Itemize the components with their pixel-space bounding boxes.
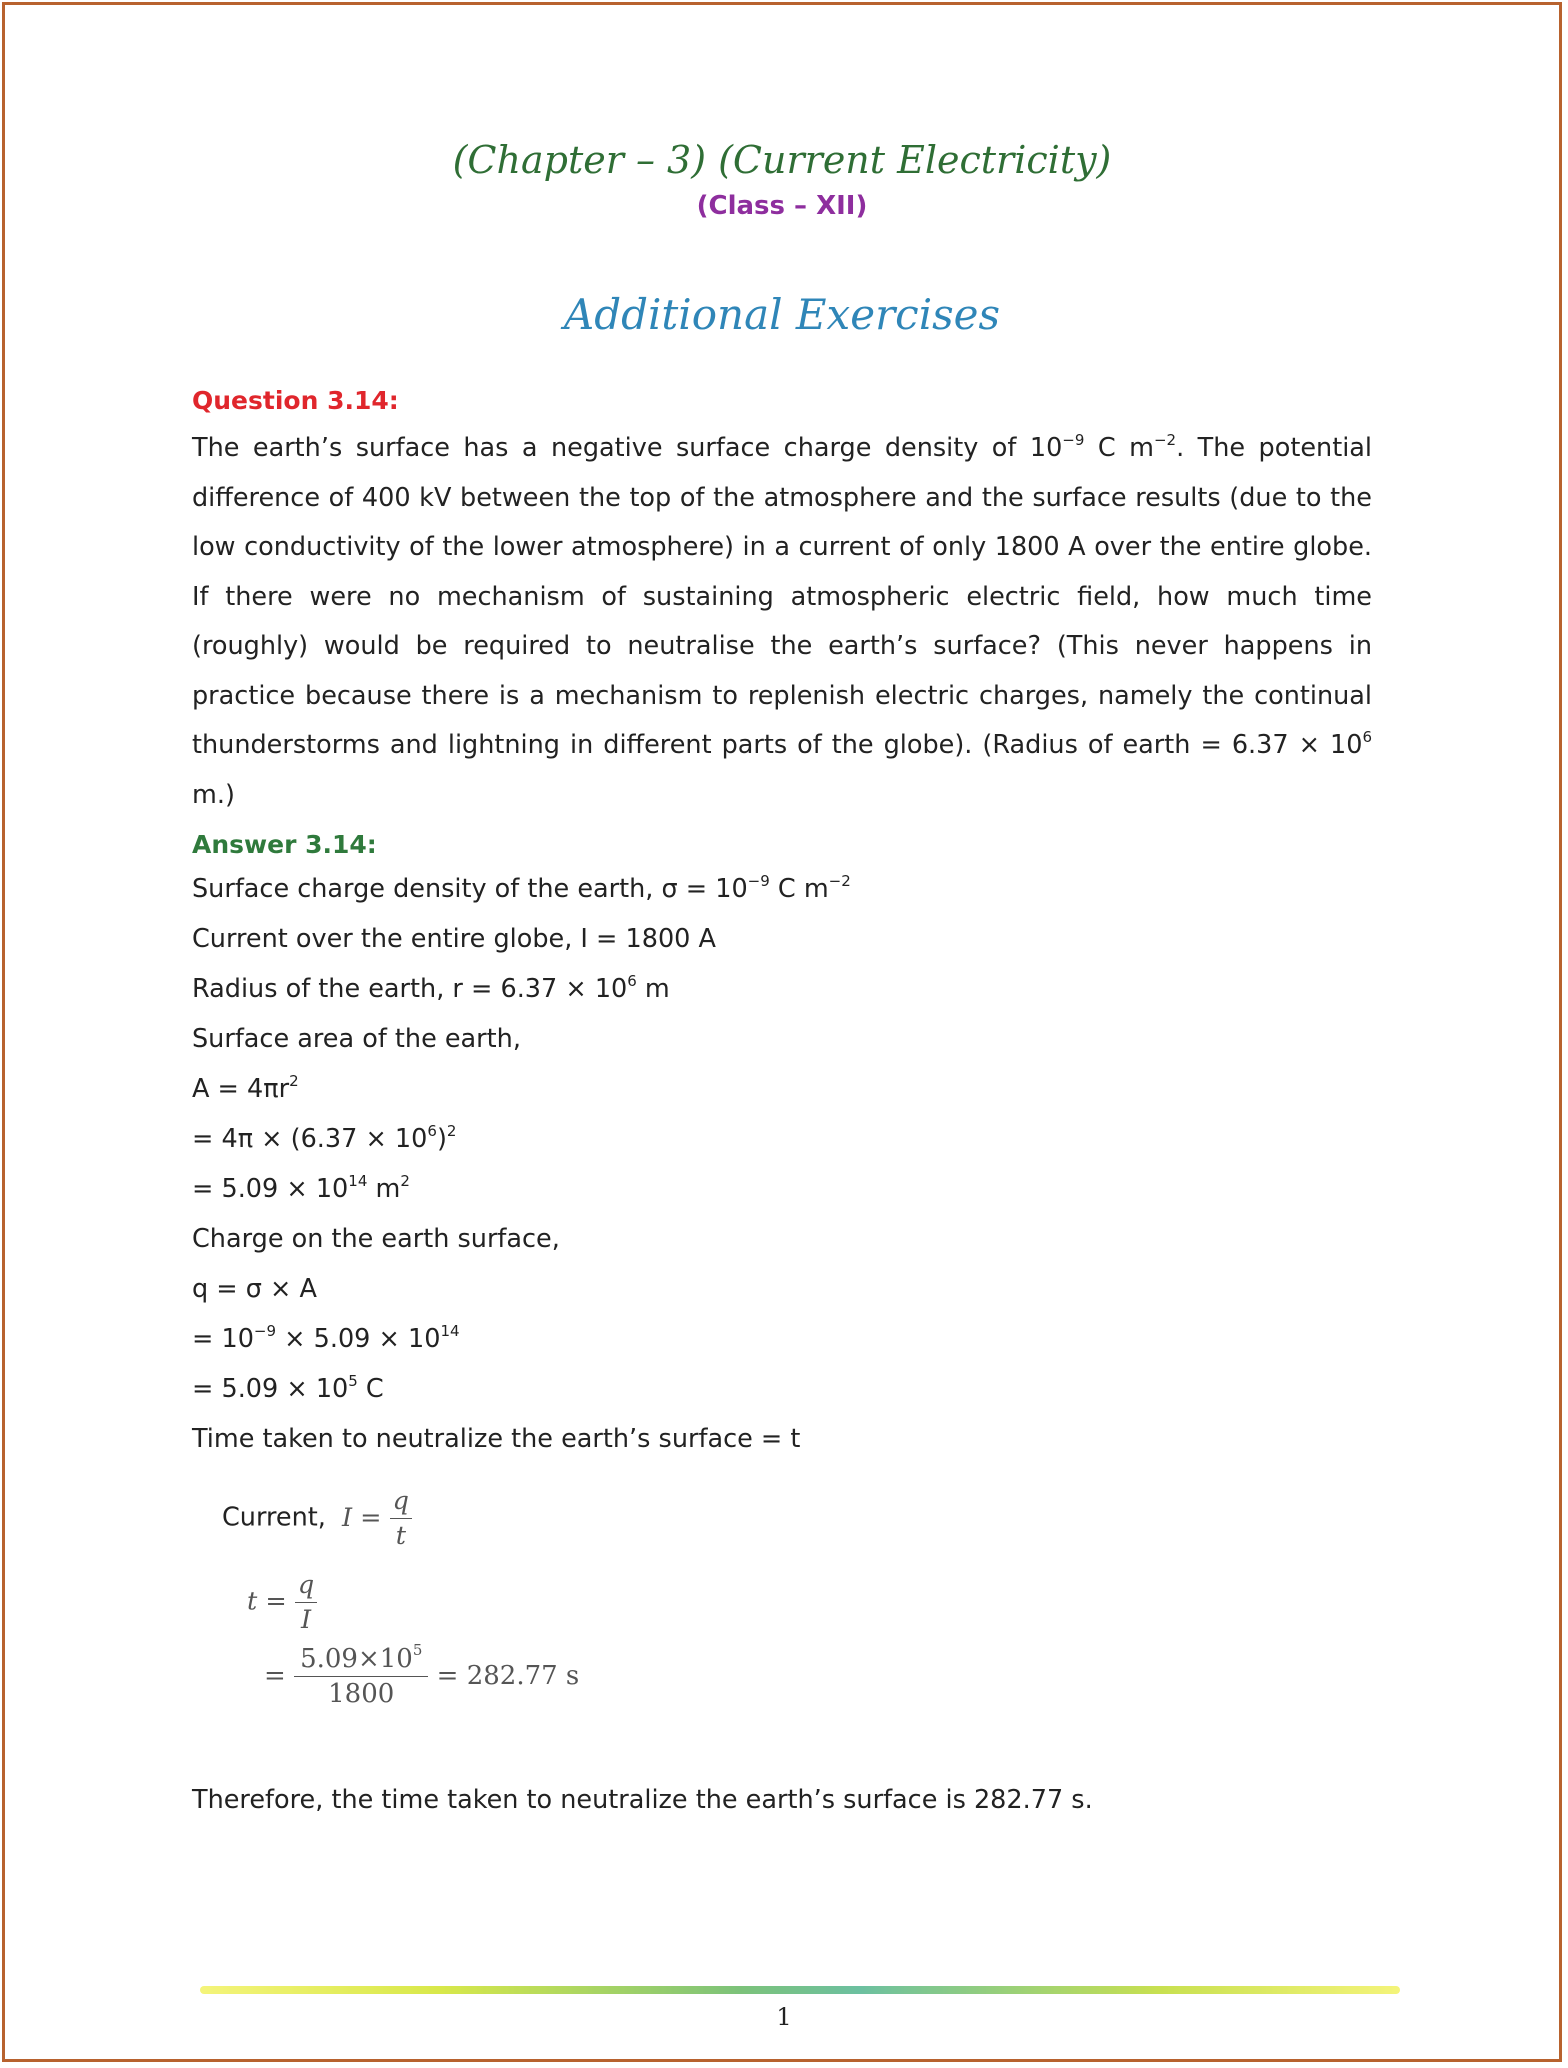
equation-result: = $\frac{5.09\times 10^5}{1800}$ = 282.77 s xyxy=(264,1641,580,1709)
answer-line: q = σ × A xyxy=(192,1274,317,1304)
fraction: $\frac{q}{t}$ xyxy=(390,1484,412,1553)
answer-line: Time taken to neutralize the earth’s surface = t xyxy=(192,1424,801,1454)
question-heading: Question 3.14: xyxy=(192,386,399,415)
page-number: 1 xyxy=(776,2003,792,2031)
answer-heading: Answer 3.14: xyxy=(192,830,377,859)
answer-line: Radius of the earth, $r = 6.37 \times 10^6$ m xyxy=(192,971,670,1004)
chapter-title: (Chapter – 3) (Current Electricity) xyxy=(452,138,1112,182)
answer-line: Current over the entire globe, I = 1800 A xyxy=(192,924,716,954)
answer-line: Surface charge density of the earth, $\sigma = 10^{-9}$ C $m^{-2}$ xyxy=(192,871,851,904)
fraction: $\frac{5.09\times 10^5}{1800}$ xyxy=(294,1642,428,1711)
question-text: The earth’s surface has a negative surface charge density of $10^{-9}$ C $m^{-2}$. The potential difference of 400 kV between the top of the atmosphere and the surface results (due to the low conductivity of the lower atmosphere) in a current of only 1800 A over the entire globe. If there were no mechanism of sustaining atmospheric electric field, how much time (roughly) would be required to neutralise the earth’s surface? (This never happens in practice because there is a mechanism to replenish electric charges, namely the continual thunderstorms and lightning in different parts of the globe). (Radius of earth = $6.37 \times 10^6$ m.) xyxy=(192,430,1372,810)
answer-line: = $5.09 \times 10^{14}$ $m^2$ xyxy=(192,1171,410,1204)
equation-time: t = $\frac{q}{I}$ xyxy=(247,1568,317,1637)
fraction: $\frac{q}{I}$ xyxy=(295,1568,317,1637)
equation-block xyxy=(192,1470,1372,1775)
page-content xyxy=(192,130,1372,1825)
answer-line: Surface area of the earth, xyxy=(192,1024,521,1054)
answer-line: = $4\pi \times (6.37 \times 10^6)^2$ xyxy=(192,1121,457,1154)
answer-line: $A = 4\pi r^2$ xyxy=(192,1071,299,1104)
section-title: Additional Exercises xyxy=(563,290,1001,339)
answer-line: Charge on the earth surface, xyxy=(192,1224,560,1254)
class-label: (Class – XII) xyxy=(696,191,868,221)
answer-line: = $10^{-9} \times 5.09 \times 10^{14}$ xyxy=(192,1321,460,1354)
footer-divider xyxy=(200,1986,1400,1994)
conclusion: Therefore, the time taken to neutralize the earth’s surface is 282.77 s. xyxy=(192,1785,1093,1815)
equation-current: Current, I = $\frac{q}{t}$ xyxy=(222,1484,412,1553)
answer-line: = $5.09 \times 10^5$ C xyxy=(192,1371,384,1404)
